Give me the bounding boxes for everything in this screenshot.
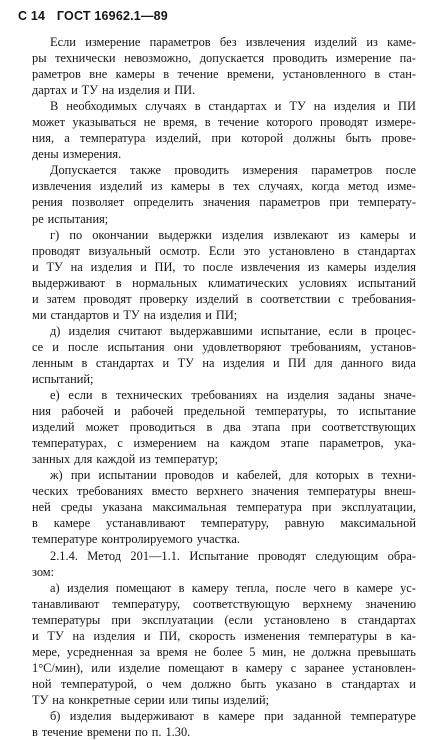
- text-line: г) по окончании выдержки изделия извлекают из камеры и: [50, 227, 416, 242]
- text-line: температуре контролируемого участка.: [32, 532, 240, 547]
- paragraph: [32, 227, 416, 323]
- text-line: в камере устанавливают температуру, равную максимальной: [32, 516, 416, 531]
- text-line: рения позволяет определить значения параметров при температу-: [32, 195, 416, 210]
- text-line: ре испытания;: [32, 211, 109, 226]
- paragraph: [32, 162, 416, 226]
- paragraph: [32, 467, 416, 547]
- text-line: температуры при эксплуатации (если установлено в стандартах: [32, 612, 416, 627]
- text-line: выдерживают в нормальных климатических условиях испытаний: [32, 275, 416, 290]
- text-line: 2.1.4. Метод 201—1.1. Испытание проводят следующим обра-: [50, 548, 416, 563]
- paragraph: [32, 387, 416, 467]
- text-line: В необходимых случаях в стандартах и ТУ на изделия и ПИ: [50, 99, 416, 114]
- paragraph: [32, 708, 416, 740]
- text-line: испытаний;: [32, 371, 94, 386]
- text-line: температурах, с измерением на каждом этапе параметров, ука-: [32, 436, 416, 451]
- text-line: ческих требованиях вместо верхнего значения температуры внеш-: [32, 484, 416, 499]
- paragraph: [32, 548, 416, 580]
- text-line: б) изделия выдерживают в камере при заданной температуре: [50, 708, 416, 723]
- text-line: ния, а температура изделий, при которой должны быть прове-: [32, 131, 416, 146]
- text-line: проводят визуальный осмотр. Если это установлено в стандартах: [32, 243, 416, 258]
- page-header: [18, 9, 168, 23]
- text-line: и ТУ на изделия и ПИ, скорость изменения температуры в ка-: [32, 628, 416, 643]
- text-line: может указываться не время, в течение которого проводят измере-: [32, 115, 416, 130]
- text-line: ной температурой, о чем должно быть указано в стандартах и: [32, 676, 416, 691]
- text-line: а) изделия помещают в камеру тепла, после чего в камере ус-: [50, 580, 416, 595]
- text-line: ния рабочей и рабочей предельной температуры, то испытание: [32, 404, 416, 419]
- paragraph: [32, 323, 416, 387]
- text-line: в течение времени по п. 1.30.: [32, 725, 191, 740]
- text-line: ж) при испытании проводов и кабелей, для которых в техни-: [50, 468, 416, 483]
- text-line: танавливают температуру, соответствующую верхнему значению: [32, 596, 416, 611]
- document-body: [32, 34, 416, 740]
- text-line: се и после испытания они удовлетворяют требованиям, установ-: [32, 339, 416, 354]
- text-line: и затем проводят проверку изделий в соответствии с требования-: [32, 291, 416, 306]
- text-line: ми стандартов и ТУ на изделия и ПИ;: [32, 307, 238, 322]
- text-line: зом:: [32, 564, 55, 579]
- standard-designation: ГОСТ 16962.1—89: [56, 9, 168, 23]
- text-line: Допускается также проводить измерения параметров после: [50, 163, 416, 178]
- page-number: С 14: [18, 9, 46, 23]
- text-line: дартах и ТУ на изделия и ПИ.: [32, 83, 196, 98]
- paragraph: [32, 98, 416, 162]
- text-line: ней среды указана максимальная температура при эксплуатации,: [32, 500, 416, 515]
- text-line: изделий может проводиться в два этапа при соответствующих: [32, 420, 416, 435]
- text-line: ТУ на конкретные серии или типы изделий;: [32, 692, 270, 707]
- text-line: е) если в технических требованиях на изделия заданы значе-: [50, 388, 416, 403]
- paragraph: [32, 580, 416, 708]
- paragraph: [32, 34, 416, 98]
- text-line: д) изделия считают выдержавшими испытание, если в процес-: [50, 323, 416, 338]
- text-line: 1°С/мин), или изделие помещают в камеру с заранее установлен-: [32, 660, 416, 675]
- text-line: ленным в стандартах и ТУ на изделия и ПИ для данного вида: [32, 355, 416, 370]
- text-line: раметров вне камеры в течение времени, установленного в стан-: [32, 67, 416, 82]
- text-line: извлечения изделий из камеры в тех случаях, когда метод изме-: [32, 179, 416, 194]
- text-line: занных для каждой из температур;: [32, 452, 219, 467]
- text-line: дены измерения.: [32, 147, 122, 162]
- text-line: мере, усредненная за время не более 5 мин, не должна превышать: [32, 644, 416, 659]
- text-line: и ТУ на изделия и ПИ, то после извлечения из камеры изделия: [32, 259, 416, 274]
- text-line: ры технически невозможно, допускается проводить измерение па-: [32, 51, 416, 66]
- text-line: Если измерение параметров без извлечения изделий из каме-: [50, 35, 416, 49]
